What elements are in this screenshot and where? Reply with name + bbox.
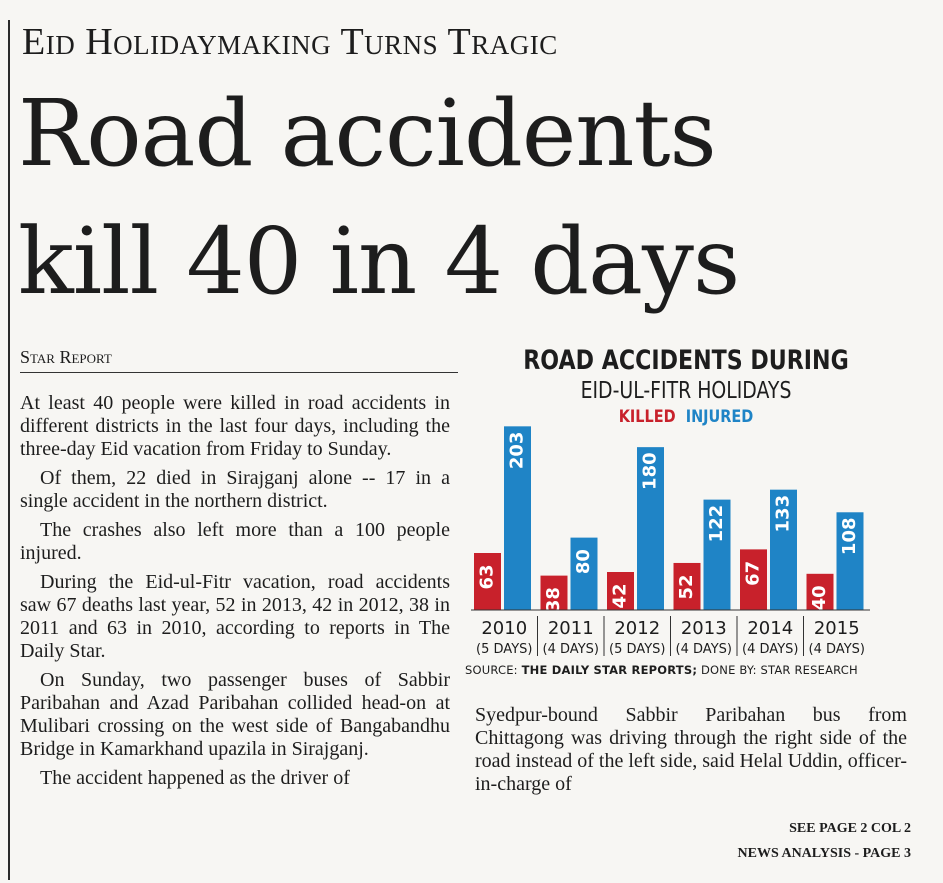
tick-label-2015: 2015 <box>813 618 860 639</box>
data-label-injured-2013: 122 <box>706 504 727 543</box>
source-rest: DONE BY: STAR RESEARCH <box>700 663 858 677</box>
paragraph: During the Eid-ul-Fitr vacation, road accidents saw 67 deaths last year, 52 in 2013, 42 in 2012, 38 in 2011 and 63 in 2010, according to reports in The Daily Star. <box>20 571 450 662</box>
article-continuation <box>475 704 907 796</box>
paragraph: Syedpur-bound Sabbir Paribahan bus from Chittagong was driving through the right side of the road instead of the left side, said Helal Uddin, officer-in-charge of <box>475 704 907 795</box>
tick-label-2014: 2014 <box>747 618 794 639</box>
data-label-injured-2014: 133 <box>772 494 794 533</box>
paragraph: On Sunday, two passenger buses of Sabbir Paribahan and Azad Paribahan collided head-on at Mulibari crossing on the west side of Bangabandhu Bridge in Kamarkhand upazila in Sirajganj. <box>20 669 450 760</box>
headline-line-1: Road accidents <box>18 80 716 187</box>
tick-sublabel-2013: (4 DAYS) <box>675 642 732 657</box>
paragraph: The crashes also left more than a 100 people injured. <box>20 519 450 564</box>
legend-killed: KILLED <box>618 407 676 427</box>
data-label-injured-2015: 108 <box>839 517 860 556</box>
data-label-killed-2011: 38 <box>543 587 564 613</box>
source-label: SOURCE: <box>465 663 518 677</box>
jump-line-news-analysis: NEWS ANALYSIS - PAGE 3 <box>737 846 911 861</box>
tick-sublabel-2014: (4 DAYS) <box>742 642 799 657</box>
data-label-killed-2012: 42 <box>609 583 631 609</box>
chart-title: ROAD ACCIDENTS DURING <box>523 345 849 376</box>
chart-source <box>465 663 907 677</box>
chart-subtitle: EID-UL-FITR HOLIDAYS <box>580 378 792 404</box>
jump-line-page-2: SEE PAGE 2 COL 2 <box>789 821 911 836</box>
tick-label-2011: 2011 <box>547 618 594 639</box>
legend-injured: INJURED <box>685 407 754 427</box>
column-rule <box>8 20 10 880</box>
headline <box>18 70 938 326</box>
tick-sublabel-2011: (4 DAYS) <box>542 642 599 657</box>
tick-sublabel-2012: (5 DAYS) <box>609 642 666 657</box>
source-bold: THE DAILY STAR REPORTS; <box>521 663 698 677</box>
headline-line-2: kill 40 in 4 days <box>18 208 740 315</box>
data-label-killed-2014: 67 <box>742 560 764 586</box>
tick-label-2012: 2012 <box>614 618 661 639</box>
paragraph: The accident happened as the driver of <box>40 767 350 789</box>
data-label-injured-2010: 203 <box>506 431 528 470</box>
data-label-killed-2010: 63 <box>476 564 498 590</box>
tick-sublabel-2010: (5 DAYS) <box>476 642 533 657</box>
data-label-killed-2015: 40 <box>809 585 830 611</box>
data-label-killed-2013: 52 <box>676 574 697 600</box>
accidents-chart <box>465 345 907 680</box>
kicker: Eid Holidaymaking Turns Tragic <box>22 21 558 63</box>
tick-label-2010: 2010 <box>481 618 528 639</box>
article-body <box>20 392 450 796</box>
chart-plot <box>465 345 907 665</box>
paragraph: Of them, 22 died in Sirajganj alone -- 17 in a single accident in the northern district. <box>20 467 450 512</box>
tick-label-2013: 2013 <box>680 618 727 639</box>
byline: Star Report <box>20 347 458 373</box>
data-label-injured-2012: 180 <box>639 452 661 490</box>
tick-sublabel-2015: (4 DAYS) <box>808 642 865 657</box>
paragraph: At least 40 people were killed in road accidents in different districts in the last four days, including the three-day Eid vacation from Friday to Sunday. <box>20 392 450 460</box>
data-label-injured-2011: 80 <box>573 549 594 575</box>
